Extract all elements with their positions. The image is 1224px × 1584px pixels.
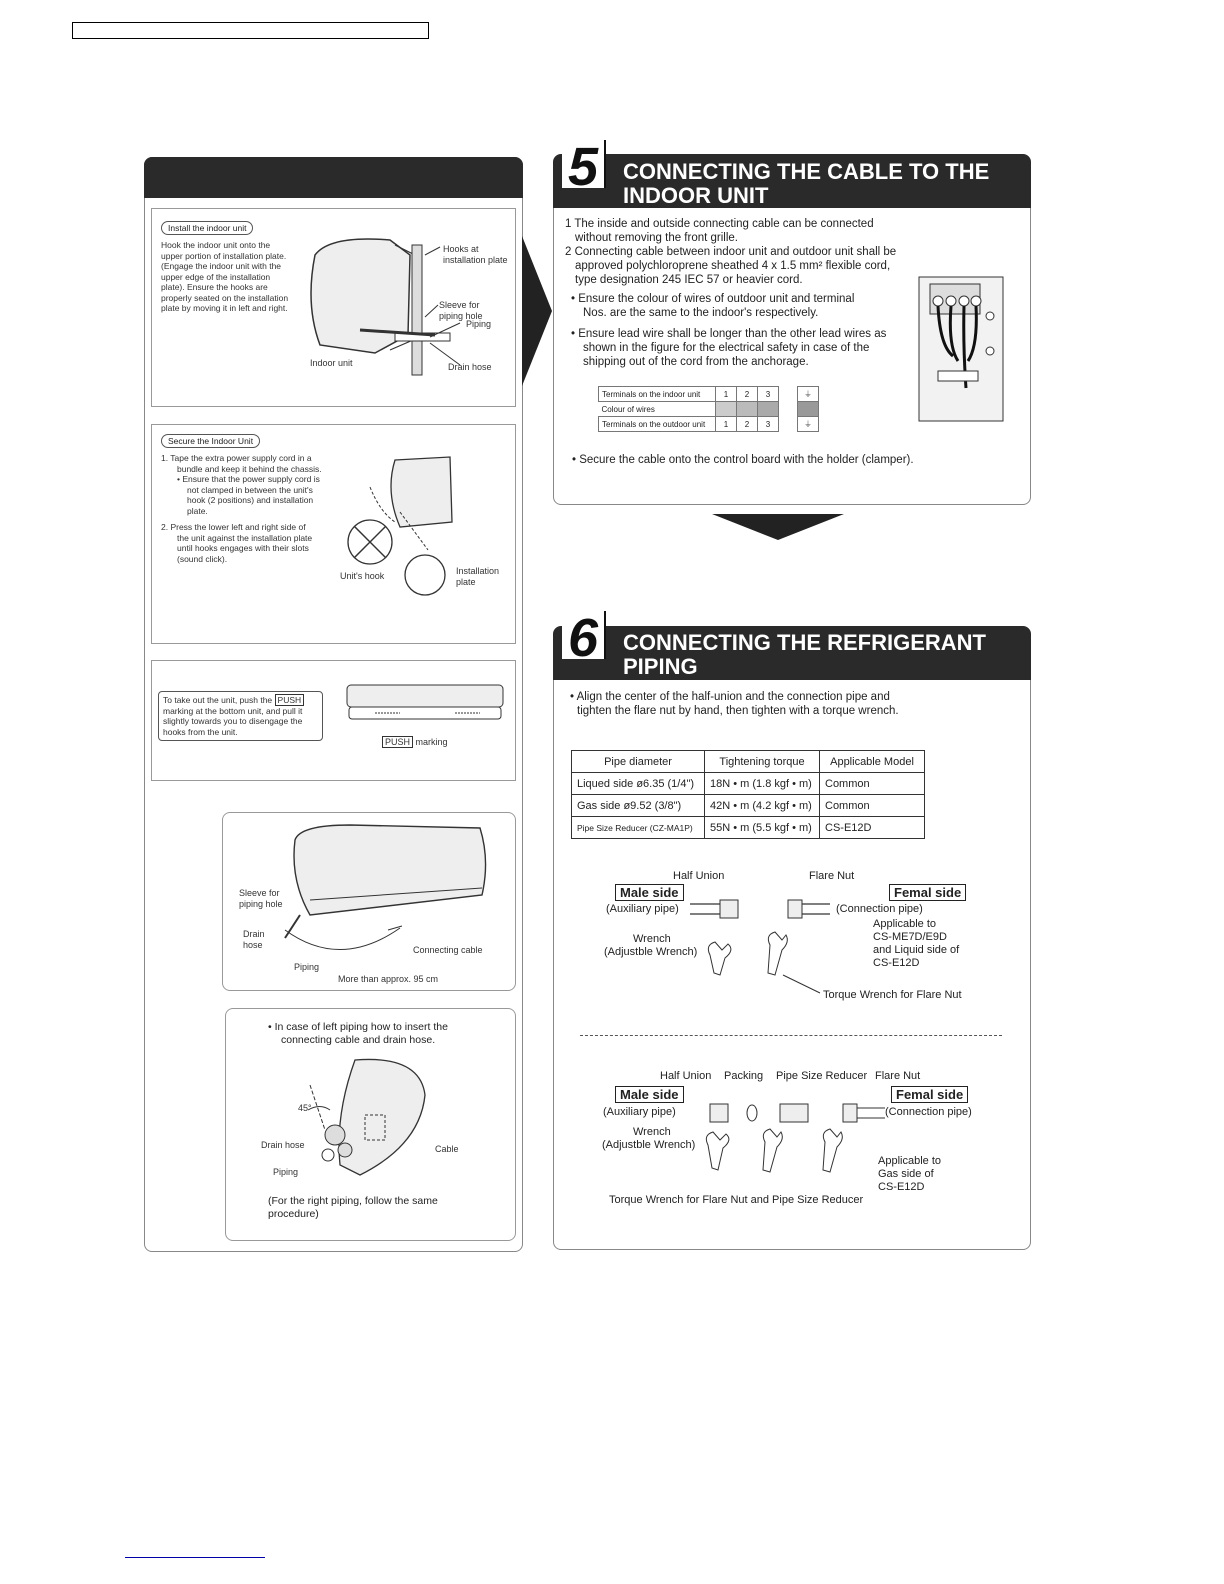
note-line: procedure)	[268, 1208, 319, 1220]
fig1-adj-wrench: (Adjustble Wrench)	[604, 946, 698, 958]
terminal-cell: Terminals on the outdoor unit	[599, 417, 716, 432]
take-out-note	[158, 691, 323, 741]
label-installation-plate	[456, 566, 499, 588]
torque-cell: 42N • m (4.2 kgf • m)	[705, 795, 820, 817]
figure-separator	[580, 1035, 1002, 1036]
push-marking-text: marking	[415, 737, 448, 747]
install-line: upper edge of the installation	[161, 271, 271, 282]
left-piping-note	[268, 1021, 448, 1047]
fig2-male-side: Male side	[615, 1086, 684, 1103]
fig2-conn-pipe: (Connection pipe)	[885, 1106, 972, 1118]
terminal-row-outdoor	[599, 417, 819, 432]
step5-line: • Ensure the colour of wires of outdoor unit and terminal	[571, 293, 855, 305]
label-left-cable: Cable	[435, 1144, 459, 1154]
label-line: Hooks at	[443, 244, 479, 254]
fig1-conn-pipe: (Connection pipe)	[836, 903, 923, 915]
label-line: installation plate	[443, 255, 508, 265]
footer-link-line	[125, 1557, 265, 1558]
secure-pill: Secure the Indoor Unit	[161, 434, 260, 448]
earth-icon: ⏚	[798, 387, 819, 402]
torque-cell: Common	[820, 795, 925, 817]
secure-line: 1. Tape the extra power supply cord in a	[161, 453, 312, 463]
label-sleeve-piping	[239, 888, 283, 910]
fig2-applicable	[878, 1155, 941, 1194]
takeout-line: slightly towards you to disengage the	[163, 716, 303, 726]
fig1-pipes-illustration	[690, 880, 840, 990]
step5-line: type designation 245 IEC 57 or heavier cord.	[575, 274, 803, 286]
install-line: upper portion of installation plate.	[161, 250, 287, 261]
terminal-gap	[779, 402, 798, 417]
fig2-reducer: Pipe Size Reducer	[776, 1070, 868, 1082]
takeout-line: hooks from the unit.	[163, 726, 238, 737]
note-line: connecting cable and drain hose.	[281, 1034, 436, 1046]
torque-cell: Liqued side ø6.35 (1/4")	[572, 773, 705, 795]
step6-title-line: CONNECTING THE REFRIGERANT	[623, 630, 986, 655]
applicable-line: and Liquid side of	[873, 944, 960, 956]
step5-title	[623, 160, 989, 208]
terminal-gap	[779, 417, 798, 432]
push-box: PUSH	[382, 736, 413, 748]
torque-cell: 18N • m (1.8 kgf • m)	[705, 773, 820, 795]
takeout-line: marking at the bottom unit, and pull it	[163, 705, 303, 716]
applicable-line: Gas side of	[878, 1168, 934, 1180]
takeout-illustration	[345, 683, 505, 723]
secure-line: hook (2 positions) and installation	[187, 495, 314, 505]
wire-colour-1	[716, 402, 737, 417]
earth-icon: ⏚	[798, 417, 819, 432]
piping-illustration	[270, 820, 500, 980]
install-line: Hook the indoor unit onto the	[161, 240, 271, 250]
applicable-line: CS-E12D	[873, 957, 920, 969]
fig2-adj-wrench: (Adjustble Wrench)	[602, 1139, 696, 1151]
note-line: • In case of left piping how to insert the	[268, 1021, 448, 1033]
label-line: Sleeve for	[439, 300, 480, 310]
secure-line: 2. Press the lower left and right side of	[161, 522, 306, 532]
terminal-cell: Terminals on the indoor unit	[599, 387, 716, 402]
step5-line: approved polychloroprene sheathed 4 x 1.5 mm² flexible cord,	[575, 260, 891, 272]
secure-line: until hooks engages with their slots	[177, 543, 309, 553]
terminal-cell: 2	[737, 417, 758, 432]
label-left-piping: Piping	[273, 1167, 299, 1177]
left-panel-header	[144, 157, 523, 198]
wire-colour-3	[758, 402, 779, 417]
torque-cell: Common	[820, 773, 925, 795]
push-mark: PUSH	[275, 694, 305, 706]
applicable-line: CS-ME7D/E9D	[873, 931, 947, 943]
fig2-femal-side: Femal side	[891, 1086, 968, 1103]
fig1-male-side: Male side	[615, 884, 684, 901]
torque-cell: Gas side ø9.52 (3/8")	[572, 795, 705, 817]
terminal-cell: 2	[737, 387, 758, 402]
applicable-line: Applicable to	[878, 1155, 941, 1167]
step6-title-line: PIPING	[623, 654, 698, 679]
step6-number: 6	[562, 611, 606, 659]
takeout-line: To take out the unit, push the	[163, 695, 273, 705]
intro-line: • Align the center of the half-union and the connection pipe and	[570, 691, 890, 703]
terminal-cell: Colour of wires	[599, 402, 716, 417]
terminal-row-indoor	[599, 387, 819, 402]
fig2-flare-nut: Flare Nut	[875, 1070, 921, 1082]
terminal-cell: 1	[716, 417, 737, 432]
step5-title-line: CONNECTING THE CABLE TO THE	[623, 159, 990, 184]
secure-line: the unit against the installation plate	[177, 532, 313, 543]
torque-header: Pipe diameter	[572, 751, 705, 773]
note-line: (For the right piping, follow the same	[268, 1195, 438, 1207]
torque-header-row	[572, 751, 925, 773]
terminal-row-colour	[599, 402, 819, 417]
step5-line: 1 The inside and outside connecting cable can be connected	[565, 218, 874, 230]
label-connecting-cable: Connecting cable	[413, 945, 483, 955]
secure-line: not clamped in between the unit's	[187, 484, 313, 495]
fig1-half-union: Half Union	[673, 870, 725, 882]
step6-title	[623, 631, 986, 679]
left-piping-illustration	[280, 1055, 440, 1180]
intro-line: tighten the flare nut by hand, then tighten with a torque wrench.	[577, 705, 899, 717]
step5-line: Nos. are the same to the indoor's respectively.	[583, 307, 819, 319]
label-line: Installation	[456, 566, 500, 576]
install-pill: Install the indoor unit	[161, 221, 253, 235]
label-drain-hose: Drain hose	[448, 362, 492, 372]
fig2-torque-wrench: Torque Wrench for Flare Nut and Pipe Size Reducer	[609, 1194, 864, 1206]
label-line: Sleeve for	[239, 888, 280, 898]
install-line: (Engage the indoor unit with the	[161, 261, 282, 271]
step6-intro	[570, 690, 899, 718]
torque-header: Applicable Model	[820, 751, 925, 773]
torque-header: Tightening torque	[705, 751, 820, 773]
install-line: plate by moving it in left and right.	[161, 303, 288, 313]
step5-line: without removing the front grille.	[575, 232, 738, 244]
step5-line: 2 Connecting cable between indoor unit and outdoor unit shall be	[565, 246, 897, 258]
push-marking-label	[382, 737, 448, 748]
secure-line: plate.	[187, 505, 208, 516]
step5-line: shipping out of the cord from the anchorage.	[583, 356, 809, 368]
step5-text	[565, 217, 915, 369]
label-left-drain-hose: Drain hose	[261, 1140, 305, 1150]
label-more-than: More than approx. 95 cm	[338, 974, 439, 984]
torque-cell: 55N • m (5.5 kgf • m)	[705, 817, 820, 839]
label-drain	[243, 929, 265, 951]
fig2-half-union: Half Union	[660, 1070, 712, 1082]
torque-row	[572, 795, 925, 817]
step5-line: shown in the figure for the electrical safety in case of the	[583, 342, 870, 354]
fig1-applicable	[873, 918, 959, 970]
fig2-wrench: Wrench	[633, 1126, 671, 1138]
label-piping-fig: Piping	[294, 962, 320, 972]
fig2-aux-pipe: (Auxiliary pipe)	[603, 1106, 676, 1118]
right-piping-note	[268, 1195, 438, 1221]
terminal-board-illustration	[918, 276, 1004, 422]
torque-cell: CS-E12D	[820, 817, 925, 839]
fig2-pipes-illustration	[690, 1100, 890, 1190]
terminal-gap	[779, 387, 798, 402]
terminal-cell: 3	[758, 387, 779, 402]
fig1-femal-side: Femal side	[889, 884, 966, 901]
install-line: properly seated on the installation	[161, 292, 289, 303]
secure-cable-note: • Secure the cable onto the control board with the holder (clamper).	[572, 454, 914, 466]
label-units-hook: Unit's hook	[340, 571, 385, 581]
secure-line: (sound click).	[177, 553, 228, 564]
step5-title-line: INDOOR UNIT	[623, 183, 769, 208]
label-piping: Piping	[466, 319, 492, 329]
torque-row	[572, 817, 925, 839]
torque-cell: Pipe Size Reducer (CZ-MA1P)	[572, 817, 705, 839]
arrow-down-icon	[712, 514, 844, 542]
torque-table	[571, 750, 925, 839]
terminal-table	[598, 386, 819, 432]
torque-row	[572, 773, 925, 795]
terminal-cell: 3	[758, 417, 779, 432]
page-header-box	[72, 22, 429, 39]
secure-line: • Ensure that the power supply cord is	[177, 474, 320, 484]
label-line: piping hole	[239, 899, 283, 909]
fig1-torque-wrench: Torque Wrench for Flare Nut	[823, 989, 962, 1001]
label-line: Drain	[243, 929, 265, 939]
label-angle: 45°	[298, 1103, 312, 1113]
wire-colour-2	[737, 402, 758, 417]
step5-number: 5	[562, 140, 606, 188]
label-line: hose	[243, 940, 263, 950]
secure-text	[161, 453, 331, 564]
step5-line: • Ensure lead wire shall be longer than the other lead wires as	[571, 328, 887, 340]
label-hooks	[443, 244, 508, 266]
terminal-cell: 1	[716, 387, 737, 402]
applicable-line: CS-E12D	[878, 1181, 925, 1193]
arrow-right-icon	[522, 236, 554, 386]
fig1-aux-pipe: (Auxiliary pipe)	[606, 903, 679, 915]
label-indoor-unit: Indoor unit	[310, 358, 353, 368]
label-line: piping hole	[439, 311, 483, 321]
label-line: plate	[456, 577, 476, 587]
fig2-packing: Packing	[724, 1070, 764, 1082]
install-text	[161, 240, 311, 314]
applicable-line: Applicable to	[873, 918, 936, 930]
fig1-flare-nut: Flare Nut	[809, 870, 855, 882]
secure-line: bundle and keep it behind the chassis.	[177, 463, 322, 474]
wire-colour-earth	[798, 402, 819, 417]
fig1-wrench: Wrench	[633, 933, 671, 945]
install-line: plate). Ensure the hooks are	[161, 282, 268, 292]
